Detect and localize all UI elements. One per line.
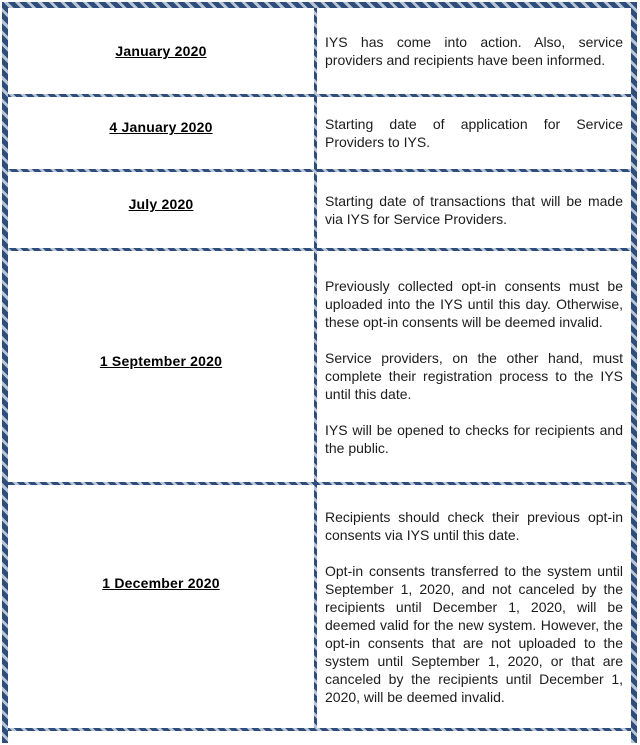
date-cell-row2 — [8, 97, 314, 169]
date-label: July 2020 — [128, 196, 194, 212]
date-cell-row1 — [8, 8, 314, 94]
date-label: 1 December 2020 — [102, 574, 220, 591]
paragraph: Recipients should check their previous opt-in consents via IYS until this date. — [325, 508, 623, 543]
paragraph: Starting date of transactions that will be made via IYS for Service Providers. — [325, 193, 623, 227]
paragraph: IYS will be opened to checks for recipients and the public. — [325, 421, 623, 456]
date-label: 1 September 2020 — [99, 352, 223, 369]
date-label: 4 January 2020 — [109, 119, 213, 135]
description-cell-row4 — [317, 251, 631, 482]
date-label: January 2020 — [115, 43, 207, 59]
paragraph: Opt-in consents transferred to the system until September 1, 2020, and not canceled by the recipients until December 1, 2020, will be deemed valid for the new system. However, the opt-in consents that are not uploaded to the system until September 1, 2020, or that are canceled by the recipients until December 1, 2020, will be deemed invalid. — [325, 562, 623, 705]
cut-off-row — [8, 731, 631, 745]
paragraph: Previously collected opt-in consents must be uploaded into the IYS until this day. Otherwise, these opt-in consents will be deemed invalid. — [325, 277, 623, 330]
table-outer-border — [2, 2, 637, 743]
paragraph: Service providers, on the other hand, must complete their registration process to the IYS until this date. — [325, 349, 623, 402]
date-cell-row3 — [8, 172, 314, 248]
timeline-table — [8, 8, 631, 745]
date-cell-row4 — [8, 251, 314, 482]
date-cell-row5 — [8, 485, 314, 728]
description-cell-row2 — [317, 97, 631, 169]
description-cell-row5 — [317, 485, 631, 728]
description-cell-row3 — [317, 172, 631, 248]
paragraph: IYS has come into action. Also, service providers and recipients have been informed. — [325, 34, 623, 68]
paragraph: Starting date of application for Service Providers to IYS. — [325, 116, 623, 150]
description-cell-row1 — [317, 8, 631, 94]
